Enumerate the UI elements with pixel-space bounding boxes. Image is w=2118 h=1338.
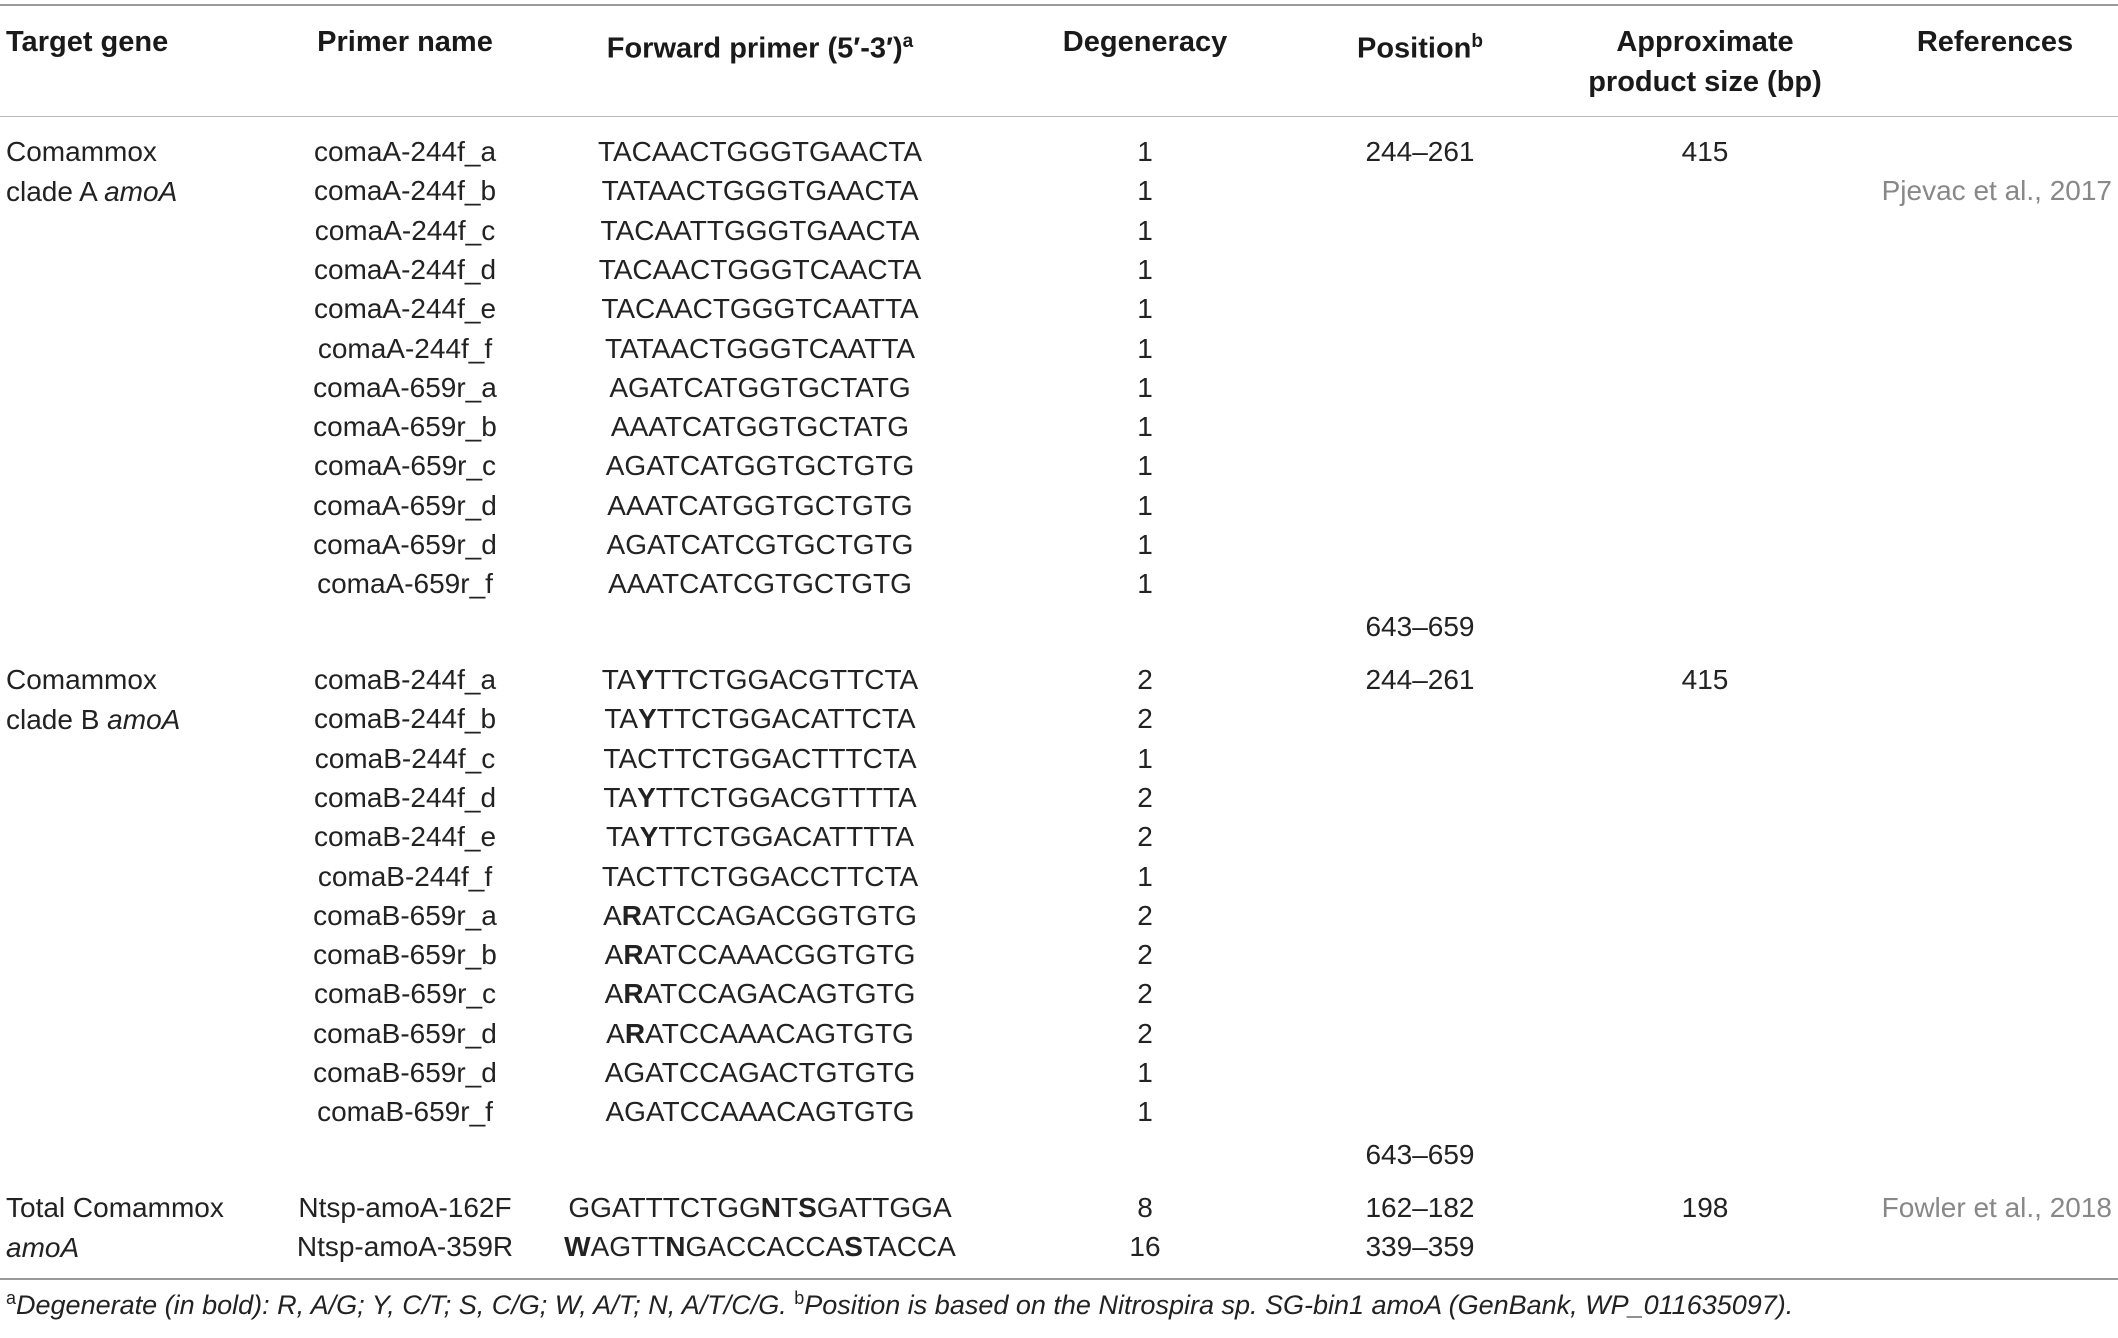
degeneracy-cell: 2 <box>1137 781 1153 813</box>
primer-name-cell: comaA-244f_a <box>313 136 497 167</box>
header-position-text: Position <box>1357 32 1472 65</box>
degenerate-base: S <box>844 1231 863 1263</box>
degeneracy-cell: 1 <box>1137 175 1153 207</box>
degenerate-base: W <box>564 1231 591 1263</box>
primer-name-cell: comaB-244f_e <box>313 821 497 853</box>
primer-name-cell: Ntsp-amoA-162F <box>298 1192 512 1223</box>
target-gene-cell <box>6 660 180 740</box>
primer-sequence-cell: TATAACTGGGTGAACTA <box>601 175 919 207</box>
degeneracy-cell: 1 <box>1137 136 1153 167</box>
degeneracy-cell: 1 <box>1137 371 1153 403</box>
degenerate-base: N <box>760 1192 781 1223</box>
footnote-a-mark: a <box>6 1288 17 1308</box>
target-gene-cell <box>6 132 177 212</box>
degenerate-base: R <box>621 899 642 931</box>
header-forward-primer-text: Forward primer (5′-3′) <box>606 32 903 65</box>
primer-name-cell: comaA-244f_c <box>314 214 496 246</box>
primer-name-cell: comaA-244f_b <box>313 175 497 207</box>
bottom-rule <box>0 1278 2118 1280</box>
degeneracy-cell: 1 <box>1137 332 1153 364</box>
header-position <box>1320 22 1520 69</box>
primer-name-cell: comaB-244f_b <box>313 703 497 735</box>
primer-sequence-cell: GGATTTCTGGNTSGATTGGA <box>568 1192 952 1223</box>
primer-name-cell: comaB-659r_d <box>313 1057 497 1088</box>
degeneracy-cell: 1 <box>1137 742 1153 774</box>
degeneracy-cell: 1 <box>1137 568 1153 600</box>
primer-sequence-cell: TACAATTGGGTGAACTA <box>600 214 920 246</box>
degeneracy-cell: 2 <box>1137 821 1153 853</box>
primer-sequence-cell: TACTTCTGGACCTTCTA <box>601 860 919 892</box>
header-forward-primer <box>560 22 960 69</box>
primer-name-cell: comaA-659r_d <box>313 529 497 560</box>
degeneracy-cell: 1 <box>1137 1057 1153 1088</box>
degenerate-base: R <box>623 939 644 971</box>
primer-sequence-cell: AAATCATCGTGCTGTG <box>608 568 912 600</box>
primer-name-cell: comaA-659r_f <box>317 568 493 600</box>
position-cell: 339–359 <box>1365 1231 1475 1263</box>
primer-sequence-cell: AGATCCAGACTGTGTG <box>604 1057 916 1088</box>
primer-sequence-cell: WAGTTNGACCACCASTACCA <box>564 1231 956 1263</box>
primer-name-cell: comaA-659r_a <box>313 371 497 403</box>
primer-name-cell: comaB-244f_a <box>313 664 497 695</box>
degeneracy-cell: 1 <box>1137 214 1153 246</box>
degeneracy-cell: 1 <box>1137 253 1153 285</box>
primer-name-cell: comaA-659r_d <box>313 489 497 521</box>
primer-sequence-cell: AAATCATGGTGCTATG <box>610 411 910 443</box>
primer-sequence-cell: AGATCATGGTGCTGTG <box>605 450 915 482</box>
footnote-b-text: Position is based on the Nitrospira sp. SG-bin1 amoA (GenBank, WP_011635097). <box>804 1290 1794 1320</box>
primer-name-cell: comaB-244f_f <box>317 860 493 892</box>
primer-sequence-cell: AGATCATCGTGCTGTG <box>606 529 914 560</box>
position-end-cell: 643–659 <box>1365 610 1475 642</box>
degenerate-base: Y <box>638 703 657 735</box>
top-rule <box>0 4 2118 6</box>
primer-name-cell: comaB-659r_a <box>313 899 497 931</box>
degeneracy-cell: 1 <box>1137 293 1153 325</box>
target-gene-line2-text: clade B <box>6 704 108 735</box>
primer-name-cell: comaA-659r_b <box>313 411 497 443</box>
degeneracy-cell: 2 <box>1137 703 1153 735</box>
target-gene-line2-italic: amoA <box>104 176 178 207</box>
primer-sequence-cell: AAATCATGGTGCTGTG <box>607 489 913 521</box>
position-end-cell: 643–659 <box>1365 1138 1475 1170</box>
primer-sequence-cell: TATAACTGGGTCAATTA <box>604 332 916 364</box>
primer-name-cell: comaA-244f_e <box>313 293 497 325</box>
header-target-gene: Target gene <box>6 26 169 58</box>
degeneracy-cell: 2 <box>1137 899 1153 931</box>
primer-name-cell: comaB-659r_b <box>313 939 497 971</box>
target-gene-line1: Comammox <box>6 664 157 695</box>
degeneracy-cell: 2 <box>1137 978 1153 1010</box>
reference-cell: Fowler et al., 2018 <box>1881 1192 2112 1223</box>
target-gene-line2-italic: amoA <box>107 704 181 735</box>
primer-sequence-cell: TAYTTCTGGACGTTTTA <box>603 781 917 813</box>
primer-name-cell: comaB-244f_c <box>314 742 496 774</box>
primer-sequence-cell: TACTTCTGGACTTTCTA <box>603 742 917 774</box>
primer-sequence-cell: TAYTTCTGGACGTTCTA <box>601 664 919 695</box>
degenerate-base: Y <box>637 781 656 813</box>
degenerate-base: S <box>798 1192 817 1223</box>
primer-name-cell: comaB-659r_f <box>317 1096 493 1128</box>
degenerate-base: Y <box>639 821 659 853</box>
primer-name-cell: comaB-659r_d <box>313 1017 497 1049</box>
target-gene-line2 <box>6 1228 224 1268</box>
degeneracy-cell: 16 <box>1129 1231 1161 1263</box>
target-gene-line2-italic: amoA <box>6 1232 80 1263</box>
target-gene-line2 <box>6 700 180 740</box>
primer-sequence-cell: ARATCCAGACAGTGTG <box>604 978 916 1010</box>
degenerate-base: R <box>624 1017 646 1049</box>
target-gene-cell <box>6 1188 224 1268</box>
degenerate-base: Y <box>635 664 655 695</box>
primer-sequence-cell: TAYTTCTGGACATTTTA <box>605 821 915 853</box>
primer-sequence-cell: ARATCCAGACGGTGTG <box>603 899 917 931</box>
header-position-sup: b <box>1471 31 1483 52</box>
primer-sequence-cell: AGATCCAAACAGTGTG <box>605 1096 915 1128</box>
header-references: References <box>1916 26 2074 58</box>
primer-sequence-cell: ARATCCAAACAGTGTG <box>606 1017 914 1049</box>
primer-sequence-cell: TACAACTGGGTCAACTA <box>598 253 922 285</box>
header-rule <box>0 116 2118 117</box>
degenerate-base: N <box>665 1231 686 1263</box>
degeneracy-cell: 1 <box>1137 450 1153 482</box>
product-size-cell: 198 <box>1681 1192 1729 1223</box>
degenerate-base: R <box>623 978 644 1010</box>
footnote-b-mark: b <box>794 1288 805 1308</box>
degeneracy-cell: 1 <box>1137 1096 1153 1128</box>
primer-sequence-cell: TACAACTGGGTGAACTA <box>597 136 923 167</box>
degeneracy-cell: 8 <box>1137 1192 1153 1223</box>
product-size-cell: 415 <box>1681 664 1729 695</box>
position-start-cell: 244–261 <box>1365 136 1475 167</box>
primer-name-cell: comaB-244f_d <box>313 781 497 813</box>
degeneracy-cell: 1 <box>1137 411 1153 443</box>
target-gene-line1: Comammox <box>6 136 157 167</box>
target-gene-line2-text: clade A <box>6 176 105 207</box>
target-gene-line2 <box>6 172 177 212</box>
degeneracy-cell: 1 <box>1137 860 1153 892</box>
primer-sequence-cell: TACAACTGGGTCAATTA <box>601 293 919 325</box>
position-start-cell: 244–261 <box>1365 664 1475 695</box>
header-forward-primer-sup: a <box>902 31 914 52</box>
primer-sequence-cell: AGATCATGGTGCTATG <box>609 371 911 403</box>
footnote <box>6 1288 1793 1321</box>
primer-name-cell: comaA-244f_f <box>317 332 493 364</box>
primer-name-cell: Ntsp-amoA-359R <box>296 1231 514 1263</box>
primer-name-cell: comaA-244f_d <box>313 253 497 285</box>
header-degeneracy: Degeneracy <box>1062 26 1228 58</box>
header-primer-name: Primer name <box>317 26 493 58</box>
header-product-size <box>1560 22 1850 102</box>
target-gene-line1: Total Comammox <box>6 1192 224 1223</box>
reference-cell: Pjevac et al., 2017 <box>1881 175 2112 207</box>
primer-sequence-cell: TAYTTCTGGACATTCTA <box>604 703 916 735</box>
header-product-size-line2: product size (bp) <box>1588 66 1822 98</box>
degeneracy-cell: 1 <box>1137 529 1153 560</box>
product-size-cell: 415 <box>1681 136 1729 167</box>
degeneracy-cell: 2 <box>1137 664 1153 695</box>
degeneracy-cell: 1 <box>1137 489 1153 521</box>
footnote-a-text: Degenerate (in bold): R, A/G; Y, C/T; S, C/G; W, A/T; N, A/T/C/G. <box>16 1290 795 1320</box>
primer-name-cell: comaA-659r_c <box>313 450 497 482</box>
primer-name-cell: comaB-659r_c <box>313 978 497 1010</box>
position-cell: 162–182 <box>1365 1192 1475 1223</box>
degeneracy-cell: 2 <box>1137 939 1153 971</box>
primer-sequence-cell: ARATCCAAACGGTGTG <box>604 939 916 971</box>
degeneracy-cell: 2 <box>1137 1017 1153 1049</box>
header-product-size-line1: Approximate <box>1616 26 1794 58</box>
